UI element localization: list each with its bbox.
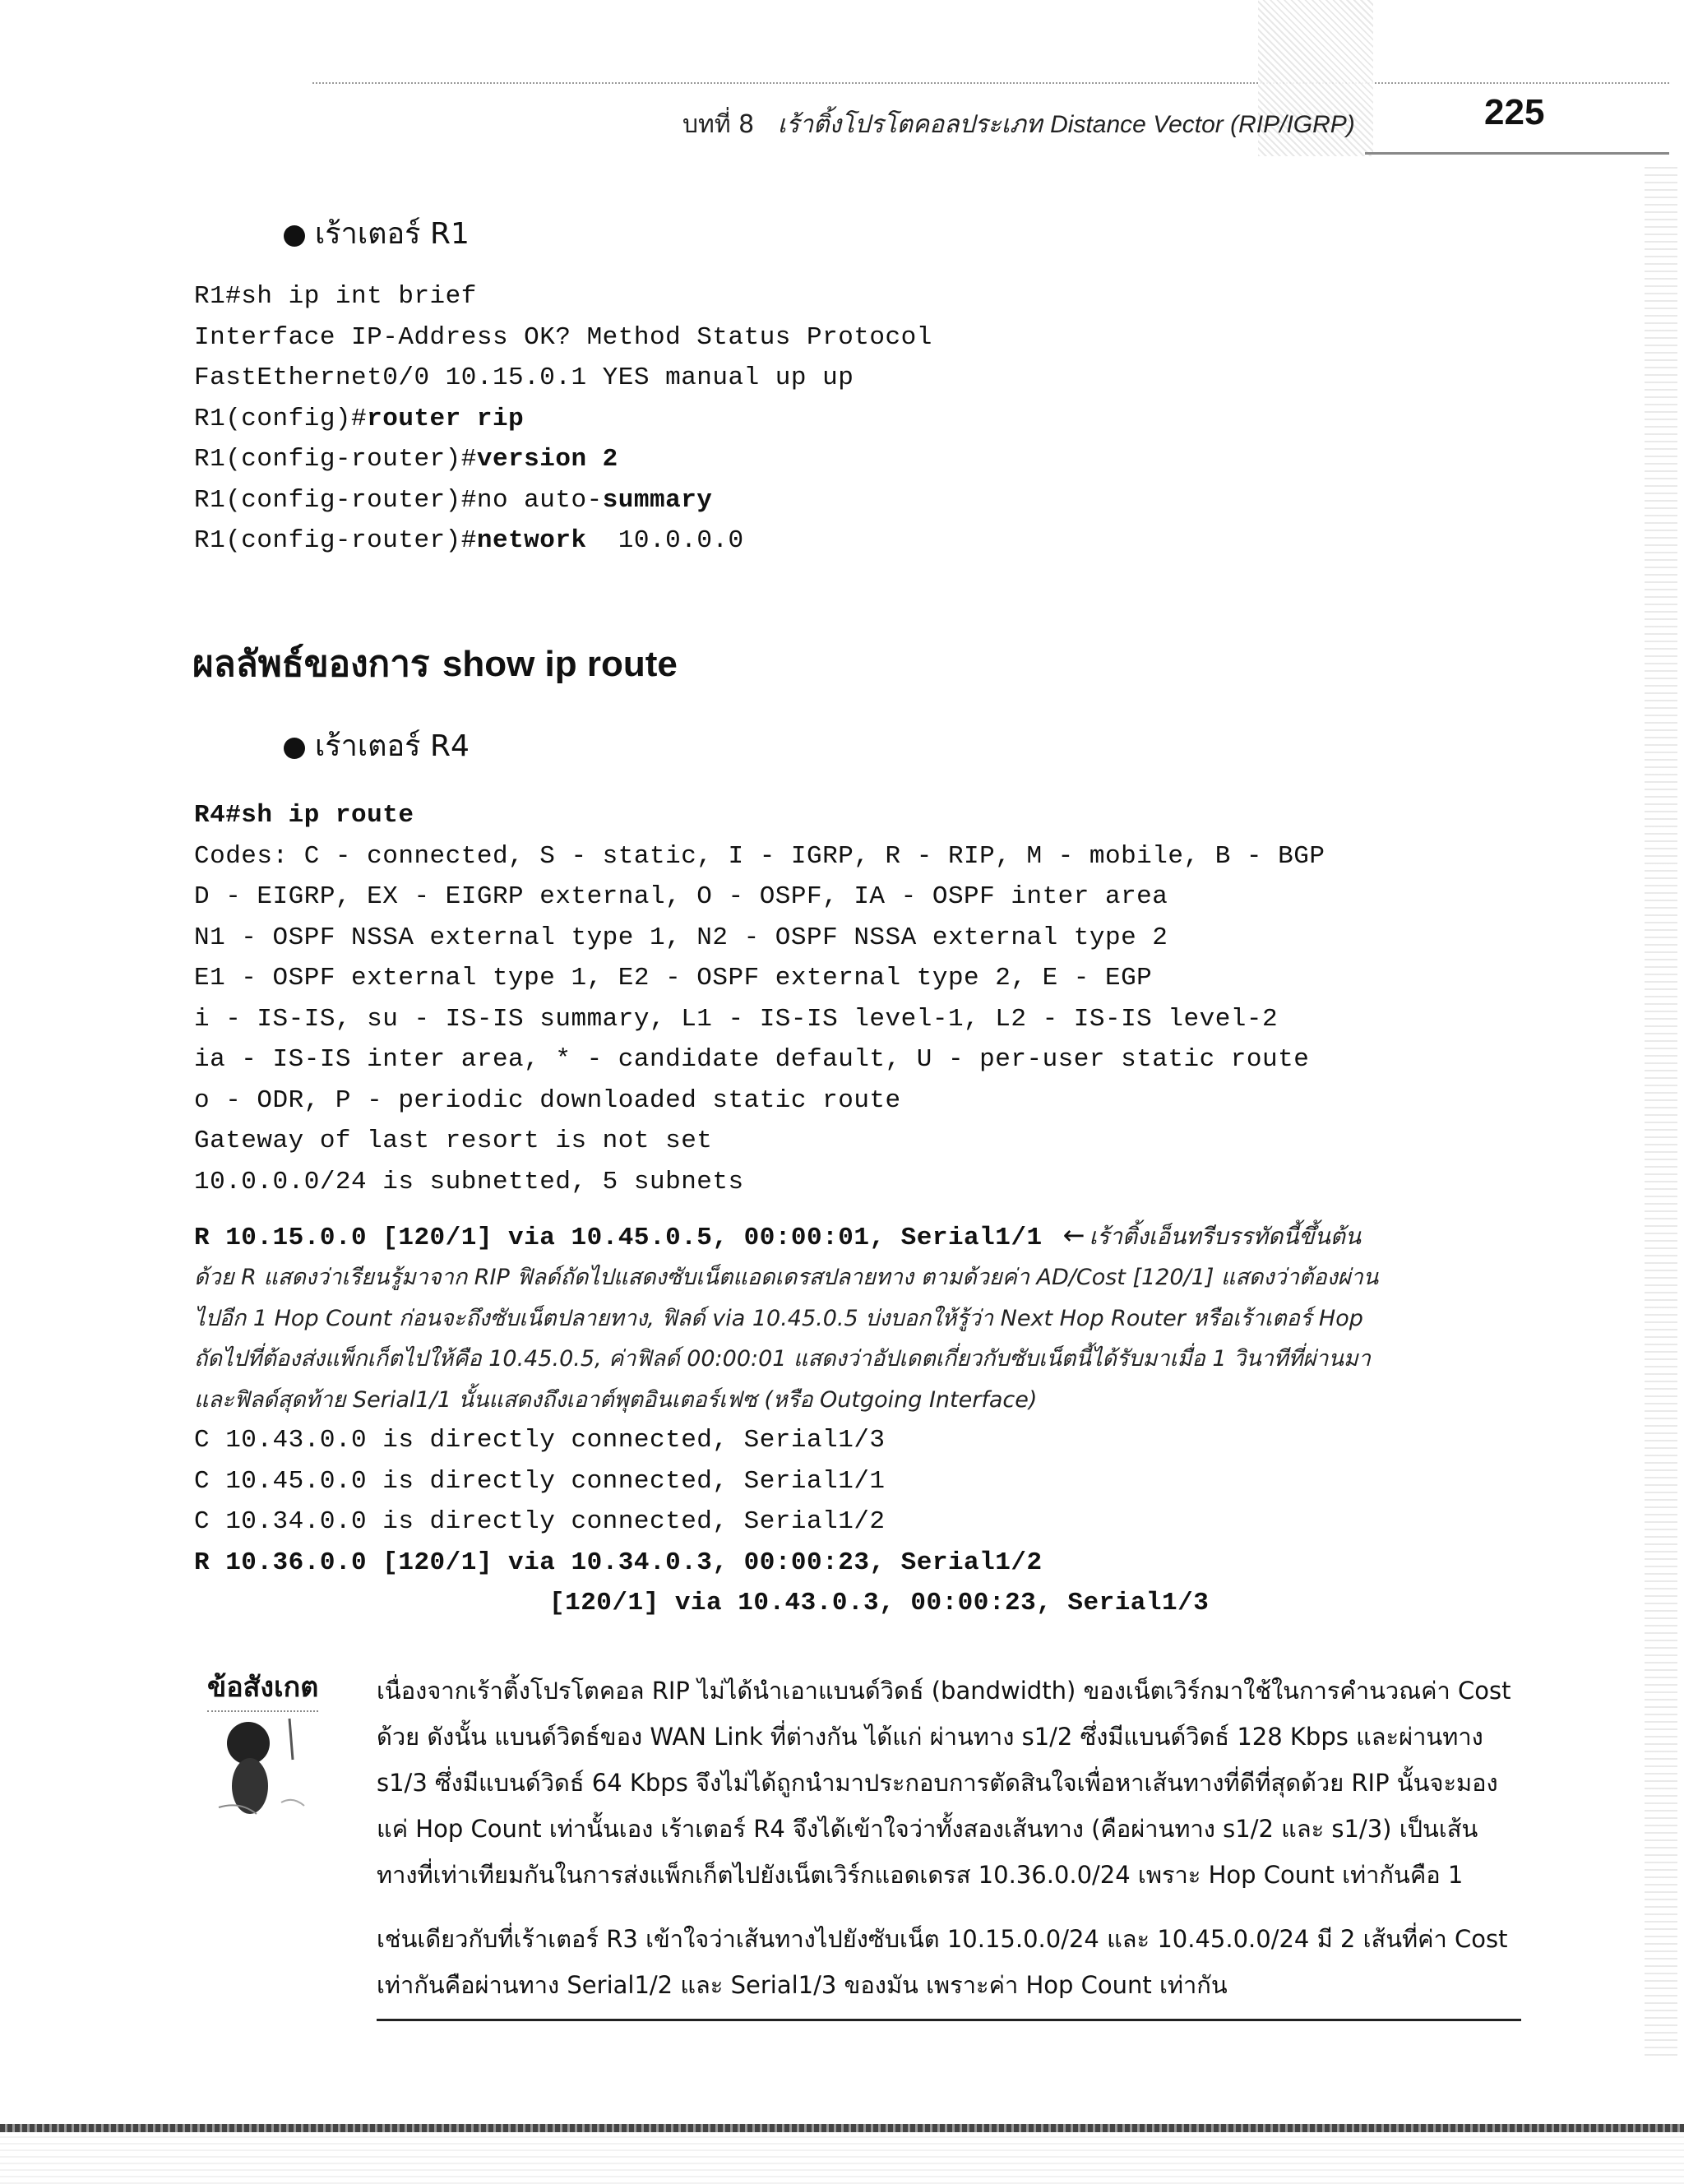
- connected-line: C 10.43.0.0 is directly connected, Serial1/3: [194, 1426, 886, 1455]
- route-line-continuation: [120/1] via 10.43.0.3, 00:00:23, Serial1/3: [549, 1589, 1210, 1617]
- route-line: R 10.15.0.0 [120/1] via 10.45.0.5, 00:00:01, Serial1/1: [194, 1224, 1043, 1252]
- bullet-title-r1: เร้าเตอร์ R1: [315, 217, 470, 251]
- thinking-figure-icon: [207, 1710, 314, 1825]
- r1-config-block: [194, 276, 932, 562]
- note-line: ทางที่เท่าเทียมกันในการส่งแพ็กเก็ตไปยังเน็ตเวิร์กแอดเดรส 10.36.0.0/24 เพราะ Hop Count เท่ากันคือ 1: [377, 1861, 1464, 1889]
- code-line: R1(config-router)#version 2: [194, 445, 618, 474]
- connected-line: C 10.34.0.0 is directly connected, Serial1/2: [194, 1507, 886, 1536]
- codes-line: N1 - OSPF NSSA external type 1, N2 - OSPF NSSA external type 2: [194, 923, 1168, 952]
- codes-line: i - IS-IS, su - IS-IS summary, L1 - IS-IS level-1, L2 - IS-IS level-2: [194, 1004, 1279, 1034]
- command-line: R4#sh ip route: [194, 801, 414, 830]
- header-rule: [312, 82, 1669, 84]
- route-r-entry: [194, 1216, 1361, 1259]
- explanation-line: ไปอีก 1 Hop Count ก่อนจะถึงซับเน็ตปลายทาง, ฟิลด์ via 10.45.0.5 บ่งบอกให้รู้ว่า Next Hop Router หรือเร้าเตอร์ Hop: [194, 1305, 1363, 1331]
- route-explanation: [194, 1257, 1378, 1420]
- note-body: [377, 1668, 1511, 2008]
- bullet-r4: [284, 722, 470, 769]
- codes-line: E1 - OSPF external type 1, E2 - OSPF external type 2, E - EGP: [194, 964, 1153, 993]
- page-number: 225: [1484, 92, 1545, 132]
- note-line: แค่ Hop Count เท่านั้นเอง เร้าเตอร์ R4 จึงได้เข้าใจว่าทั้งสองเส้นทาง (คือผ่านทาง s1/2 และ s1/3) เป็นเส้น: [377, 1815, 1478, 1843]
- code-line: FastEthernet0/0 10.15.0.1 YES manual up up: [194, 363, 854, 392]
- code-line: Interface IP-Address OK? Method Status Protocol: [194, 322, 932, 352]
- note-bottom-rule: [377, 2019, 1521, 2021]
- codes-line: o - ODR, P - periodic downloaded static route: [194, 1085, 901, 1115]
- heading-thai: ผลลัพธ์ของการ: [192, 643, 430, 685]
- note-line: ด้วย ดังนั้น แบนด์วิดธ์ของ WAN Link ที่ต่างกัน ได้แก่ ผ่านทาง s1/2 ซึ่งมีแบนด์วิดธ์ 128 Kbps และผ่านทาง: [377, 1723, 1483, 1751]
- footer-band: [0, 2124, 1684, 2132]
- code-line: R1#sh ip int brief: [194, 282, 477, 311]
- connected-line: C 10.45.0.0 is directly connected, Serial1/1: [194, 1466, 886, 1496]
- chapter-title-en: Distance Vector (RIP/IGRP): [1050, 111, 1355, 138]
- route-line: R 10.36.0.0 [120/1] via 10.34.0.3, 00:00:23, Serial1/2: [194, 1548, 1043, 1577]
- codes-line: Codes: C - connected, S - static, I - IGRP, R - RIP, M - mobile, B - BGP: [194, 841, 1325, 871]
- bullet-dot-icon: [284, 738, 305, 759]
- note-line: เท่ากันคือผ่านทาง Serial1/2 และ Serial1/3 ของมัน เพราะค่า Hop Count เท่ากัน: [377, 1971, 1228, 1999]
- code-line: R1(config-router)#no auto-summary: [194, 485, 713, 515]
- explanation-line: และฟิลด์สุดท้าย Serial1/1 นั้นแสดงถึงเอาต์พุตอินเตอร์เฟซ (หรือ Outgoing Interface): [194, 1386, 1038, 1413]
- bullet-title-r4: เร้าเตอร์ R4: [315, 729, 470, 763]
- note-line: s1/3 ซึ่งมีแบนด์วิดธ์ 64 Kbps จึงไม่ได้ถูกนำมาประกอบการตัดสินใจเพื่อหาเส้นทางที่ดีที่สุดด้วย RIP นั้นจะมอง: [377, 1769, 1498, 1797]
- header-rule-right: [1365, 152, 1669, 155]
- gateway-line: Gateway of last resort is not set: [194, 1127, 713, 1155]
- code-line: R1(config-router)#network 10.0.0.0: [194, 526, 744, 555]
- chapter-label: บทที่ 8: [682, 110, 755, 139]
- code-line: R1(config)#router rip: [194, 404, 525, 433]
- bullet-r1: [284, 210, 470, 257]
- section-heading: [192, 635, 678, 692]
- note-line: เช่นเดียวกับที่เร้าเตอร์ R3 เข้าใจว่าเส้นทางไปยังซับเน็ต 10.15.0.0/24 และ 10.45.0.0/24 มี 2 เส้นที่ค่า Cost: [377, 1925, 1508, 1953]
- connected-routes: [194, 1420, 1209, 1624]
- bullet-dot-icon: [284, 225, 305, 247]
- codes-line: D - EIGRP, EX - EIGRP external, O - OSPF, IA - OSPF inter area: [194, 882, 1168, 911]
- right-edge-noise: [1645, 164, 1677, 2056]
- arrow-left-icon: ←: [1062, 1219, 1085, 1251]
- note-illustration: [207, 1710, 314, 1825]
- note-line: เนื่องจากเร้าติ้งโปรโตคอล RIP ไม่ได้นำเอาแบนด์วิดธ์ (bandwidth) ของเน็ตเวิร์กมาใช้ในการคำนวณค่า Cost: [377, 1677, 1511, 1705]
- codes-line: ia - IS-IS inter area, * - candidate default, U - per-user static route: [194, 1045, 1310, 1074]
- note-label: ข้อสังเกต: [207, 1664, 318, 1712]
- explanation-line: ด้วย R แสดงว่าเรียนรู้มาจาก RIP ฟิลด์ถัดไปแสดงซับเน็ตแอดเดรสปลายทาง ตามด้วยค่า AD/Cost [120/1] แสดงว่าต้องผ่าน: [194, 1265, 1379, 1290]
- chapter-title-thai: เร้าติ้งโปรโตคอลประเภท: [777, 110, 1043, 139]
- explanation-line: ถัดไปที่ต้องส่งแพ็กเก็ตไปให้คือ 10.45.0.5, ค่าฟิลด์ 00:00:01 แสดงว่าอัปเดตเกี่ยวกับซับเน็ตนี้ได้รับมาเมื่อ 1 วินาทีที่ผ่านมา: [194, 1346, 1371, 1372]
- heading-en: show ip route: [442, 644, 678, 684]
- footer-noise: [0, 2135, 1684, 2184]
- route-output-block: [194, 795, 1325, 1202]
- running-header: [682, 105, 1355, 144]
- subnet-line: 10.0.0.0/24 is subnetted, 5 subnets: [194, 1167, 744, 1196]
- arrow-annotation: เร้าติ้งเอ็นทรีบรรทัดนี้ขึ้นต้น: [1089, 1223, 1362, 1250]
